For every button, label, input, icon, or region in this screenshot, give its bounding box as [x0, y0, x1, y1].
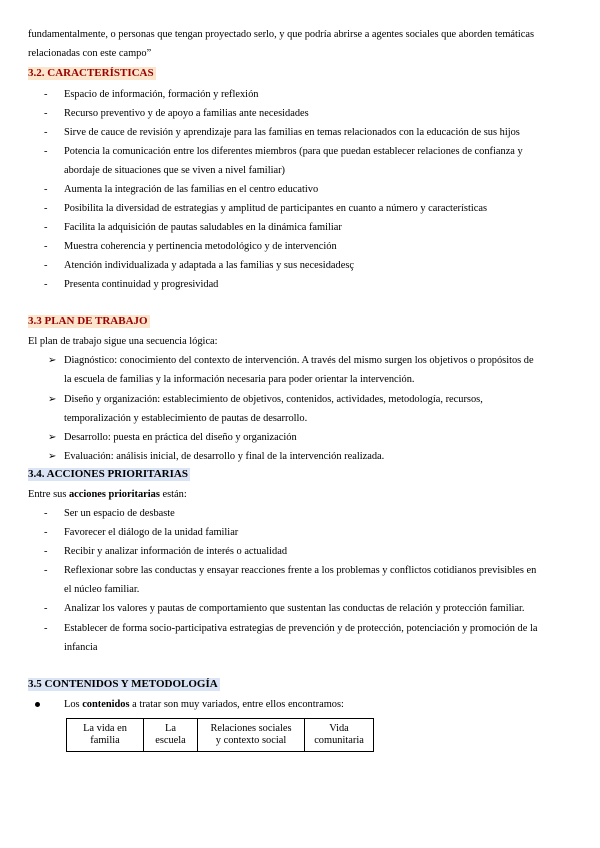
table-cell: Relaciones sociales y contexto social	[198, 719, 305, 752]
intro-line-1: fundamentalmente, o personas que tengan proyectado serlo, y que podría abrirse a agentes sociales que aborden temáticas	[28, 29, 535, 40]
list-item: Diseño y organización: establecimiento de objetivos, contenidos, actividades, metodología, recursos,	[64, 394, 483, 405]
list-item: Evaluación: análisis inicial, de desarrollo y final de la intervención realizada.	[64, 451, 385, 462]
list-item: Recibir y analizar información de interés o actualidad	[64, 546, 288, 557]
list-item: Potencia la comunicación entre los diferentes miembros (para que puedan establecer relaciones de confianza y	[64, 146, 523, 157]
list-item: Aumenta la integración de las familias en el centro educativo	[64, 184, 319, 195]
list-item: Posibilita la diversidad de estrategias y amplitud de participantes en cuanto a número y características	[64, 203, 487, 214]
list-item-continuation: infancia	[64, 642, 98, 653]
dash-bullet: -	[44, 279, 48, 290]
table-cell: La escuela	[144, 719, 198, 752]
dash-bullet: -	[44, 108, 48, 119]
list-item: Facilita la adquisición de pautas saludables en la dinámica familiar	[64, 222, 342, 233]
list-item: Atención individualizada y adaptada a las familias y sus necesidadesç	[64, 260, 354, 271]
list-item-continuation: la escuela de familias y la información necesaria para poder orientar la intervención.	[64, 374, 415, 385]
list-item: Muestra coherencia y pertinencia metodológico y de intervención	[64, 241, 337, 252]
table-cell: Vida comunitaria	[305, 719, 374, 752]
plan-intro: El plan de trabajo sigue una secuencia lógica:	[28, 336, 218, 347]
dash-bullet: -	[44, 546, 48, 557]
contenidos-intro: Los contenidos a tratar son muy variados, entre ellos encontramos:	[64, 699, 344, 710]
list-item: Establecer de forma socio-participativa estrategias de prevención y de protección, potenciación y promoción de la	[64, 623, 538, 634]
heading-plan-de-trabajo: 3.3 PLAN DE TRABAJO	[28, 315, 148, 327]
dash-bullet: -	[44, 527, 48, 538]
dash-bullet: -	[44, 127, 48, 138]
arrow-bullet-icon: ➢	[48, 355, 57, 366]
dash-bullet: -	[44, 603, 48, 614]
dash-bullet: -	[44, 508, 48, 519]
heading-caracteristicas: 3.2. CARACTERÍSTICAS	[28, 67, 154, 79]
list-item: Diagnóstico: conocimiento del contexto de intervención. A través del mismo surgen los objetivos o propósitos de	[64, 355, 534, 366]
dash-bullet: -	[44, 184, 48, 195]
dash-bullet: -	[44, 241, 48, 252]
acciones-intro: Entre sus acciones prioritarias están:	[28, 489, 187, 500]
table-row	[67, 719, 374, 752]
list-item: Analizar los valores y pautas de comportamiento que sustentan las conductas de relación y protección familiar.	[64, 603, 525, 614]
list-item: Presenta continuidad y progresividad	[64, 279, 219, 290]
dash-bullet: -	[44, 89, 48, 100]
heading-contenidos-metodologia: 3.5 CONTENIDOS Y METODOLOGÍA	[28, 678, 218, 690]
round-bullet-icon	[35, 702, 40, 707]
list-item: Desarrollo: puesta en práctica del diseño y organización	[64, 432, 297, 443]
list-item: Sirve de cauce de revisión y aprendizaje para las familias en temas relacionados con la educación de sus hijos	[64, 127, 520, 138]
list-item: Ser un espacio de desbaste	[64, 508, 175, 519]
heading-acciones-prioritarias: 3.4. ACCIONES PRIORITARIAS	[28, 468, 188, 480]
list-item-continuation: temporalización y establecimiento de pautas de desarrollo.	[64, 413, 308, 424]
dash-bullet: -	[44, 146, 48, 157]
list-item: Reflexionar sobre las conductas y ensayar reacciones frente a los problemas y conflictos cotidianos previsibles en	[64, 565, 537, 576]
list-item: Favorecer el diálogo de la unidad familiar	[64, 527, 239, 538]
intro-line-2: relacionadas con este campo”	[28, 48, 152, 59]
list-item: Espacio de información, formación y reflexión	[64, 89, 259, 100]
dash-bullet: -	[44, 565, 48, 576]
arrow-bullet-icon: ➢	[48, 451, 57, 462]
dash-bullet: -	[44, 203, 48, 214]
list-item: Recurso preventivo y de apoyo a familias ante necesidades	[64, 108, 309, 119]
list-item-continuation: abordaje de situaciones que se viven a nivel familiar)	[64, 165, 286, 176]
table-cell: La vida en familia	[67, 719, 144, 752]
dash-bullet: -	[44, 623, 48, 634]
dash-bullet: -	[44, 260, 48, 271]
dash-bullet: -	[44, 222, 48, 233]
list-item-continuation: el núcleo familiar.	[64, 584, 140, 595]
contenidos-table	[66, 718, 374, 752]
arrow-bullet-icon: ➢	[48, 432, 57, 443]
arrow-bullet-icon: ➢	[48, 394, 57, 405]
